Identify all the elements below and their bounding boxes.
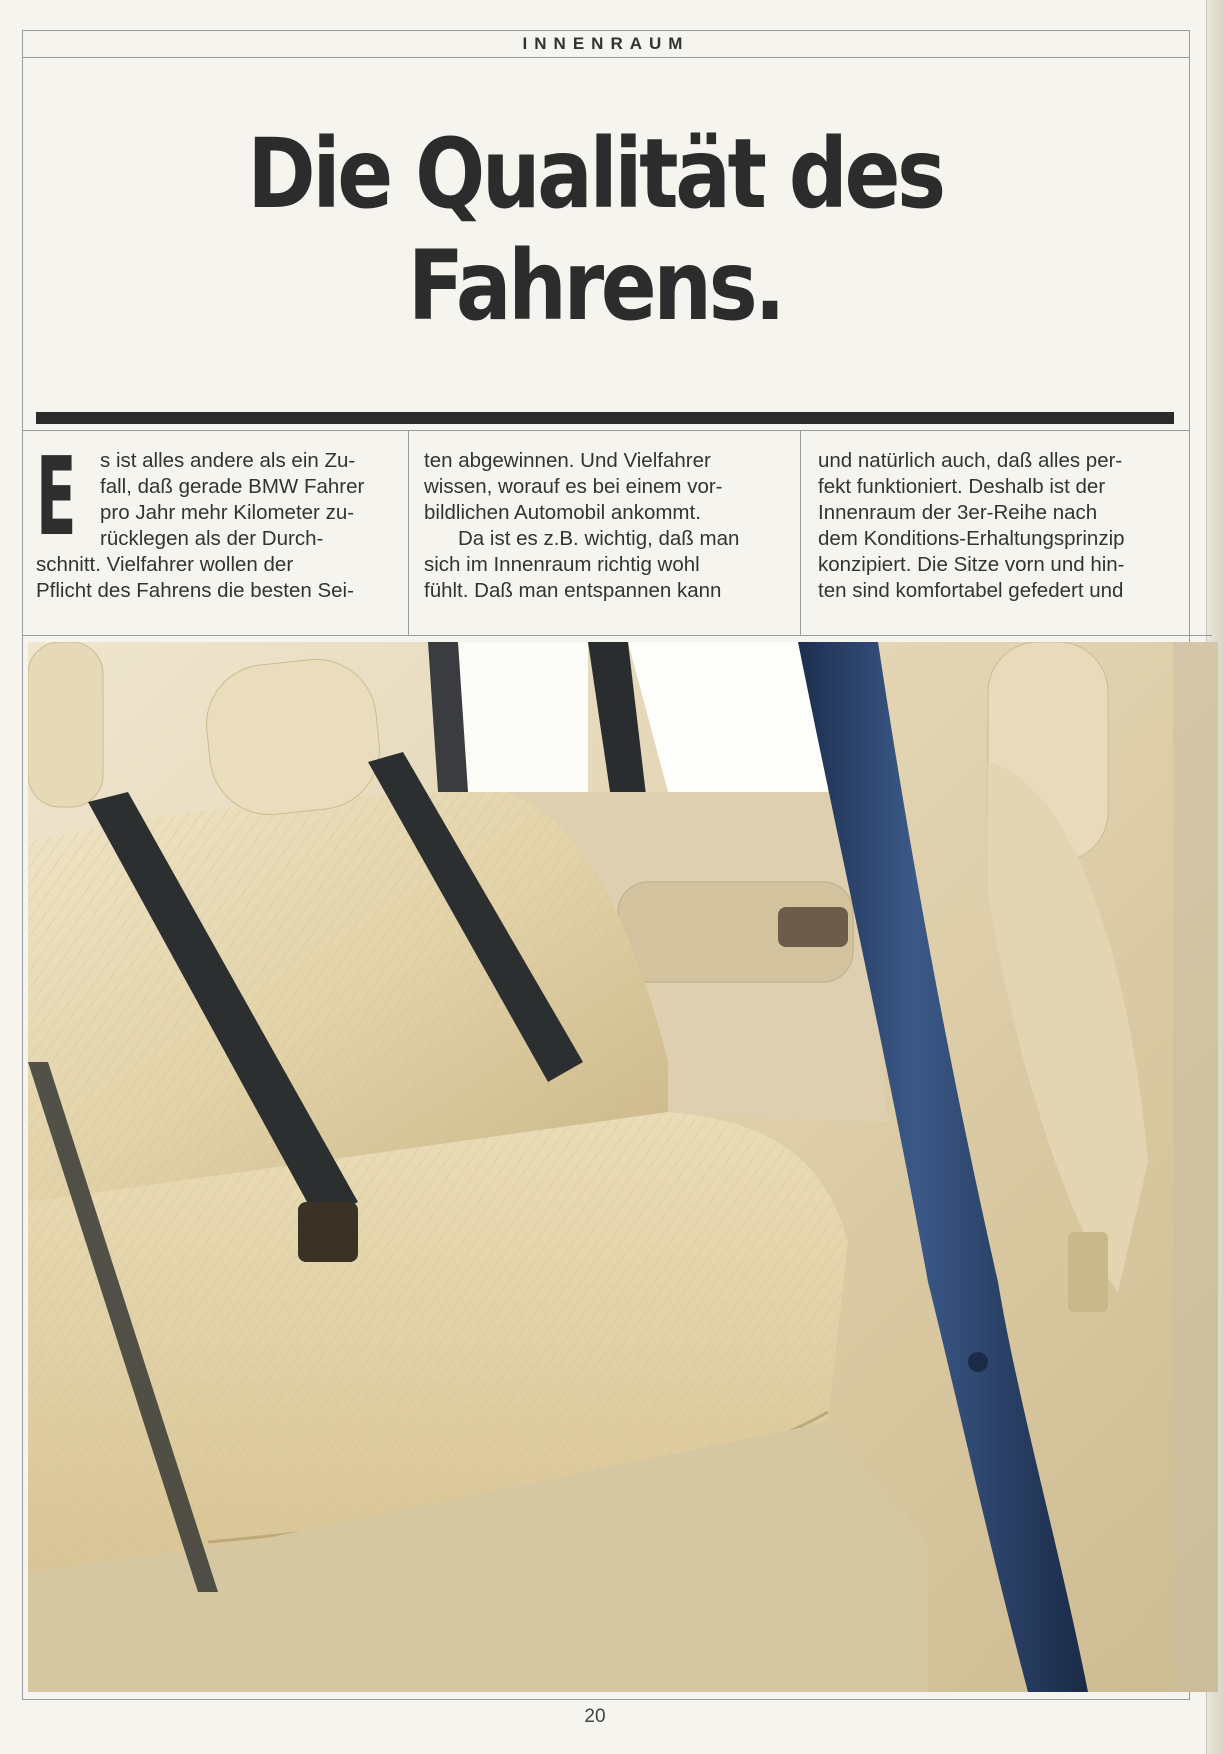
photo-edge bbox=[1173, 642, 1218, 1692]
text-line: konzipiert. Die Sitze vorn und hin- bbox=[818, 553, 1125, 576]
headline-line-2: Fahrens. bbox=[407, 230, 783, 342]
text-line: fekt funktioniert. Deshalb ist der bbox=[818, 475, 1106, 498]
text-line: rücklegen als der Durch- bbox=[100, 527, 324, 550]
headrest-center bbox=[201, 654, 386, 821]
page-number: 20 bbox=[584, 1706, 606, 1727]
text-line: s ist alles andere als ein Zu- bbox=[100, 449, 356, 472]
text-column-1 bbox=[36, 448, 365, 618]
photo-top-rule bbox=[22, 635, 1212, 636]
section-header bbox=[22, 30, 1190, 58]
text-column-3 bbox=[818, 448, 1125, 618]
section-label: INNENRAUM bbox=[522, 33, 690, 53]
column-divider bbox=[408, 430, 409, 635]
headline-rule bbox=[36, 412, 1174, 424]
dropcap: E bbox=[36, 435, 77, 560]
text-line: ten abgewinnen. Und Vielfahrer bbox=[424, 449, 711, 472]
text-line: dem Konditions-Erhaltungsprinzip bbox=[818, 527, 1125, 550]
door-bolt bbox=[968, 1352, 988, 1372]
text-line: Pflicht des Fahrens die besten Sei- bbox=[36, 579, 354, 602]
interior-photo bbox=[28, 642, 1218, 1692]
text-line: bildlichen Automobil ankommt. bbox=[424, 501, 701, 524]
text-column-2 bbox=[424, 448, 739, 618]
headrest-left bbox=[28, 642, 103, 807]
text-line: fühlt. Daß man entspannen kann bbox=[424, 579, 722, 602]
door-handle bbox=[778, 907, 848, 947]
text-line: Da ist es z.B. wichtig, daß man bbox=[458, 527, 740, 550]
headline-line-1: Die Qualität des bbox=[247, 118, 943, 230]
front-seat bbox=[988, 762, 1148, 1292]
text-line: und natürlich auch, daß alles per- bbox=[818, 449, 1123, 472]
rear-window bbox=[448, 642, 588, 792]
text-line: Innenraum der 3er-Reihe nach bbox=[818, 501, 1098, 524]
text-line: fall, daß gerade BMW Fahrer bbox=[100, 475, 365, 498]
column-divider bbox=[800, 430, 801, 635]
door-latch bbox=[1068, 1232, 1108, 1312]
columns-top-rule bbox=[22, 430, 1190, 431]
text-line: wissen, worauf es bei einem vor- bbox=[424, 475, 723, 498]
belt-buckle bbox=[298, 1202, 358, 1262]
headline bbox=[83, 118, 1106, 342]
text-line: pro Jahr mehr Kilometer zu- bbox=[100, 501, 355, 524]
text-line: ten sind komfortabel gefedert und bbox=[818, 579, 1124, 602]
side-window bbox=[628, 642, 828, 792]
text-line: sich im Innenraum richtig wohl bbox=[424, 553, 700, 576]
text-line: schnitt. Vielfahrer wollen der bbox=[36, 553, 294, 576]
rear-seat-illustration bbox=[28, 642, 1218, 1692]
